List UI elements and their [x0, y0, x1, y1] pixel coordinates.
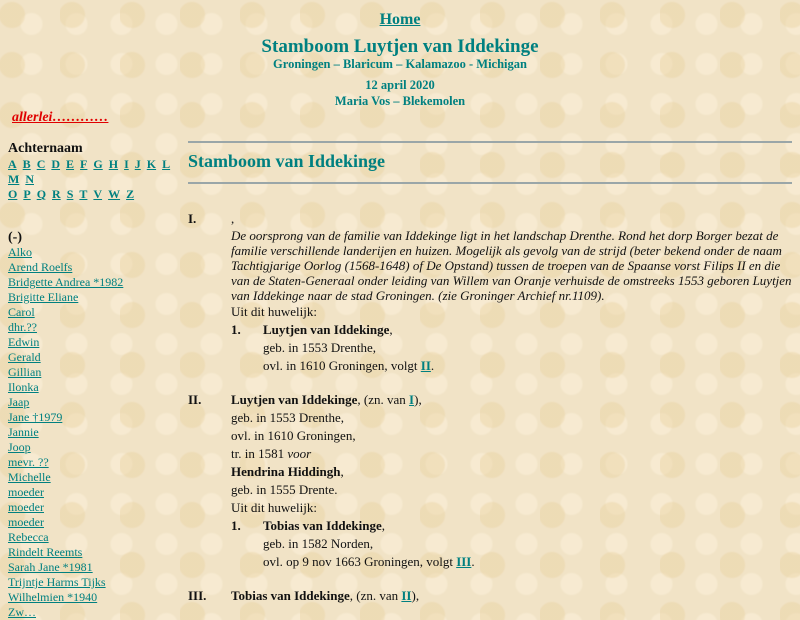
divider	[188, 141, 792, 143]
person-died: ovl. in 1610 Groningen,	[231, 428, 356, 443]
letter-index	[8, 157, 180, 202]
site-author: Maria Vos – Blekemolen	[334, 94, 466, 108]
name-link[interactable]: Arend Roelfs	[8, 260, 73, 274]
marriage-label: Uit dit huwelijk:	[231, 500, 317, 515]
name-link[interactable]: Gerald	[8, 350, 41, 364]
person-born: geb. in 1553 Drenthe,	[231, 410, 345, 425]
child-died: ovl. in 1610 Groningen, volgt	[263, 358, 421, 373]
spouse-born: geb. in 1555 Drente.	[231, 482, 338, 497]
name-list	[8, 230, 180, 620]
child-born: geb. in 1582 Norden,	[263, 536, 374, 551]
name-link[interactable]: Zw…	[8, 605, 36, 619]
letter-link-m[interactable]: M	[8, 172, 20, 186]
generation-entry	[188, 210, 792, 375]
family-intro: De oorsprong van de familie van Iddekinge ligt in het landschap Drenthe. Rond het dorp Borger bezat de familie verschillende landerijen en huizen. Mogelijk als gevolg van de strijd (beter bekend onder de naam Tachtigjarige Oorlog (1568-1648) of De Opstand) tussen de troepen van de Spaanse vorst Filips II en die van de Staten-Generaal onder leiding van Willem van Oranje verhuisde de omstreeks 1553 geboren Luytjen van Iddekinge naar de stad Groningen. (zie Groninger Archief nr.1109).	[231, 228, 792, 303]
name-link[interactable]: Jane †1979	[8, 410, 63, 424]
voor-label: voor	[287, 446, 312, 461]
letter-link-s[interactable]: S	[66, 187, 74, 201]
generation-link[interactable]: II	[420, 358, 431, 373]
letter-link-o[interactable]: O	[8, 187, 18, 201]
letter-link-r[interactable]: R	[52, 187, 61, 201]
name-link[interactable]: Trijntje Harms Tijks	[8, 575, 106, 589]
letter-link-d[interactable]: D	[51, 157, 61, 171]
letter-link-p[interactable]: P	[23, 187, 31, 201]
child-item: 1. Tobias van Iddekinge, geb. in 1582 Norden, ovl. op 9 nov 1663 Groningen, volgt III.	[231, 517, 792, 571]
letter-link-a[interactable]: A	[8, 157, 17, 171]
name-group-heading: (-)	[8, 230, 22, 245]
letter-link-b[interactable]: B	[22, 157, 31, 171]
letter-link-z[interactable]: Z	[126, 187, 135, 201]
entry-name: ,	[231, 211, 235, 226]
child-item: 1. Luytjen van Iddekinge, geb. in 1553 Drenthe, ovl. in 1610 Groningen, volgt II.	[231, 321, 792, 375]
name-link[interactable]: Brigitte Eliane	[8, 290, 79, 304]
spouse-name: Hendrina Hiddingh	[231, 464, 341, 479]
child-died: ovl. op 9 nov 1663 Groningen, volgt	[263, 554, 457, 569]
name-link[interactable]: dhr.??	[8, 320, 37, 334]
site-date: 12 april 2020	[365, 78, 435, 92]
son-of-label: , (zn. van	[357, 392, 410, 407]
letter-link-l[interactable]: L	[162, 157, 171, 171]
name-link[interactable]: Sarah Jane *1981	[8, 560, 93, 574]
marriage-label: Uit dit huwelijk:	[231, 304, 317, 319]
letter-link-n[interactable]: N	[25, 172, 34, 186]
letter-link-k[interactable]: K	[146, 157, 157, 171]
generation-number: II.	[188, 392, 202, 407]
letter-link-i[interactable]: I	[124, 157, 129, 171]
name-link[interactable]: Gillian	[8, 365, 42, 379]
name-link[interactable]: Wilhelmien *1940	[8, 590, 98, 604]
main-content	[188, 141, 792, 605]
name-link[interactable]: Michelle	[8, 470, 51, 484]
name-link[interactable]: Rindelt Reemts	[8, 545, 83, 559]
name-link[interactable]: Edwin	[8, 335, 40, 349]
parent-link[interactable]: II	[401, 588, 412, 603]
letter-link-f[interactable]: F	[80, 157, 88, 171]
child-name: Tobias van Iddekinge	[263, 518, 382, 533]
generation-entry: II. Luytjen van Iddekinge, (zn. van I), geb. in 1553 Drenthe, ovl. in 1610 Groningen, tr. in 1581 voor Hendrina Hiddingh, geb. in 1555 Drente. Uit dit huwelijk: 1. Tobias van Iddekinge, geb. in 1582 Norden, ovl. op 9 nov 1663 Groningen, volgt III.	[188, 391, 792, 571]
generation-number: I.	[188, 211, 197, 226]
sidebar-heading: Achternaam	[8, 141, 83, 156]
allerlei-link[interactable]: allerlei…………	[12, 110, 109, 125]
generation-entry: III. Tobias van Iddekinge, (zn. van II),	[188, 588, 420, 603]
letter-link-j[interactable]: J	[134, 157, 141, 171]
name-link[interactable]: moeder	[8, 500, 44, 514]
letter-link-q[interactable]: Q	[36, 187, 47, 201]
child-number: 1.	[231, 518, 241, 533]
name-link[interactable]: Joop	[8, 440, 31, 454]
letter-link-e[interactable]: E	[66, 157, 75, 171]
person-name: Tobias van Iddekinge	[231, 588, 350, 603]
name-link[interactable]: moeder	[8, 515, 44, 529]
name-link[interactable]: Jaap	[8, 395, 30, 409]
marriage-date: tr. in 1581	[231, 446, 288, 461]
letter-link-w[interactable]: W	[108, 187, 121, 201]
name-link[interactable]: Alko	[8, 245, 32, 259]
child-name: Luytjen van Iddekinge	[263, 322, 390, 337]
site-subtitle: Groningen – Blaricum – Kalamazoo - Michigan	[273, 57, 527, 71]
name-link[interactable]: mevr. ??	[8, 455, 49, 469]
letter-link-c[interactable]: C	[36, 157, 46, 171]
name-link[interactable]: Ilonka	[8, 380, 39, 394]
name-link[interactable]: Jannie	[8, 425, 39, 439]
letter-link-h[interactable]: H	[108, 157, 119, 171]
site-title: Stamboom Luytjen van Iddekinge	[261, 36, 539, 57]
letter-link-t[interactable]: T	[79, 187, 88, 201]
name-link[interactable]: moeder	[8, 485, 44, 499]
name-link[interactable]: Rebecca	[8, 530, 49, 544]
name-link[interactable]: Carol	[8, 305, 35, 319]
person-name: Luytjen van Iddekinge	[231, 392, 358, 407]
parent-link[interactable]: I	[409, 392, 415, 407]
child-born: geb. in 1553 Drenthe,	[263, 340, 377, 355]
sidebar	[8, 141, 180, 620]
page-title: Stamboom van Iddekinge	[188, 151, 386, 171]
generation-number: III.	[188, 588, 207, 603]
generation-link[interactable]: III	[456, 554, 472, 569]
letter-link-v[interactable]: V	[93, 187, 103, 201]
letter-link-g[interactable]: G	[93, 157, 103, 171]
child-number: 1.	[231, 322, 241, 337]
son-of-label: , (zn. van	[349, 588, 402, 603]
home-link[interactable]: Home	[379, 11, 421, 28]
name-link[interactable]: Bridgette Andrea *1982	[8, 275, 124, 289]
